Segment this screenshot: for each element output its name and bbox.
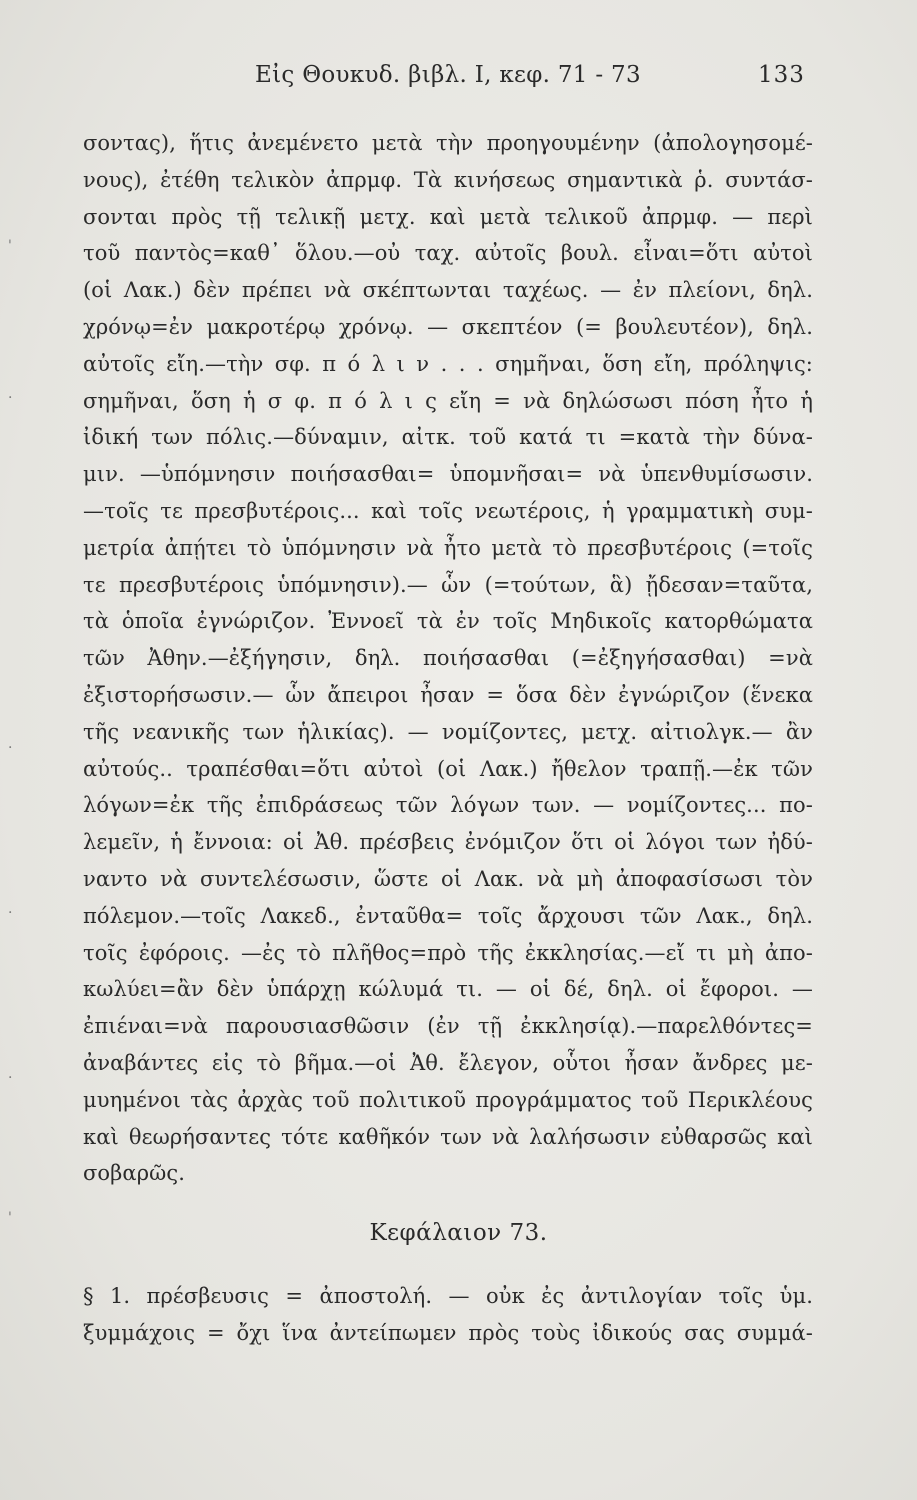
text-line: ἐξιστορήσωσιν.— ὧν ἄπειροι ἦσαν = ὅσα δὲν ἐγνώριζον (ἕνεκα bbox=[83, 682, 813, 707]
running-title: Εἰς Θουκυδ. βιβλ. I, κεφ. 71 - 73 bbox=[255, 62, 641, 88]
text-line: ἀναβάντες εἰς τὸ βῆμα.—οἱ Ἀθ. ἔλεγον, οὗτοι ἦσαν ἄνδρες με- bbox=[83, 1050, 813, 1075]
text-line: καὶ θεωρήσαντες τότε καθῆκόν των νὰ λαλήσωσιν εὐθαρσῶς καὶ bbox=[83, 1124, 813, 1149]
text-line: ἰδική των πόλις.—δύναμιν, αἰτκ. τοῦ κατά τι =κατὰ τὴν δύνα- bbox=[83, 425, 813, 450]
text-line: τοῖς ἐφόροις. —ἐς τὸ πλῆθος=πρὸ τῆς ἐκκλησίας.—εἴ τι μὴ ἀπο- bbox=[83, 940, 813, 965]
text-line: αὐτοῖς εἴη.—τὴν σφ. π ό λ ι ν . . . σημῆναι, ὅση εἴη, πρόληψις: bbox=[83, 351, 813, 376]
text-line: ἐπιέναι=νὰ παρουσιασθῶσιν (ἐν τῇ ἐκκλησίᾳ).—παρελθόντες= bbox=[83, 1014, 813, 1039]
margin-tick: ' bbox=[8, 1210, 12, 1226]
page-number: 133 bbox=[758, 62, 805, 88]
page-header bbox=[0, 62, 917, 94]
text-line: § 1. πρέσβευσις = ἀποστολή. — οὐκ ἐς ἀντιλογίαν τοῖς ὑμ. bbox=[83, 1284, 813, 1308]
text-line: σονται πρὸς τῇ τελικῇ μετχ. καὶ μετὰ τελικοῦ ἀπρμφ. — περὶ bbox=[83, 204, 813, 229]
text-line: μετρία ἀπῄτει τὸ ὑπόμνησιν νὰ ἦτο μετὰ τὸ πρεσβυτέροις (=τοῖς bbox=[83, 535, 813, 560]
text-line: αὐτούς.. τραπέσθαι=ὅτι αὐτοὶ (οἱ Λακ.) ἤθελον τραπῇ.—ἐκ τῶν bbox=[83, 756, 813, 781]
text-line: τῶν Ἀθην.—ἐξήγησιν, δηλ. ποιήσασθαι (=ἐξηγήσασθαι) =νὰ bbox=[83, 646, 813, 671]
text-line: σοβαρῶς. bbox=[83, 1161, 186, 1186]
margin-tick: · bbox=[8, 1070, 13, 1086]
text-line: τῆς νεανικῆς των ἡλικίας). — νομίζοντες, μετχ. αἰτιολγκ.— ἂν bbox=[83, 719, 813, 744]
text-line: λεμεῖν, ἡ ἔννοια: οἱ Ἀθ. πρέσβεις ἐνόμιζον ὅτι οἱ λόγοι των ἠδύ- bbox=[83, 830, 813, 855]
commentary-text bbox=[83, 125, 813, 1192]
text-line: σημῆναι, ὅση ἡ σ φ. π ό λ ι ς εἴη = νὰ δηλώσωσι πόση ἦτο ἡ bbox=[83, 388, 813, 413]
text-line: σοντας), ἥτις ἀνεμένετο μετὰ τὴν προηγουμένην (ἀπολογησομέ- bbox=[83, 131, 813, 155]
text-line: τὰ ὁποῖα ἐγνώριζον. Ἐννοεῖ τὰ ἐν τοῖς Μηδικοῖς κατορθώματα bbox=[83, 609, 813, 634]
text-line: μυημένοι τὰς ἀρχὰς τοῦ πολιτικοῦ προγράμματος τοῦ Περικλέους bbox=[83, 1087, 813, 1112]
margin-tick: · bbox=[8, 905, 13, 921]
text-line: πόλεμον.—τοῖς Λακεδ., ἐνταῦθα= τοῖς ἄρχουσι τῶν Λακ., δηλ. bbox=[83, 903, 813, 928]
text-line: λόγων=ἐκ τῆς ἐπιδράσεως τῶν λόγων των. — νομίζοντες... πο- bbox=[83, 793, 813, 818]
text-line: τοῦ παντὸς=καθ᾽ ὅλου.—οὐ ταχ. αὐτοῖς βουλ. εἶναι=ὅτι αὐτοὶ bbox=[83, 241, 813, 266]
margin-tick: · bbox=[8, 390, 13, 406]
text-line: νους), ἐτέθη τελικὸν ἀπρμφ. Τὰ κινήσεως σημαντικὰ ῥ. συντάσ- bbox=[83, 167, 813, 192]
text-line: ναντο νὰ συντελέσωσιν, ὥστε οἱ Λακ. νὰ μὴ ἀποφασίσωσι τὸν bbox=[83, 866, 813, 891]
text-line: τε πρεσβυτέροις ὑπόμνησιν).— ὧν (=τούτων, ἃ) ᾔδεσαν=ταῦτα, bbox=[83, 572, 813, 597]
section-paragraph bbox=[83, 1278, 813, 1352]
margin-tick: ' bbox=[8, 238, 12, 254]
text-line: ξυμμάχοις = ὄχι ἵνα ἀντείπωμεν πρὸς τοὺς ἰδικούς σας συμμά- bbox=[83, 1320, 813, 1345]
text-line: (οἱ Λακ.) δὲν πρέπει νὰ σκέπτωνται ταχέως. — ἐν πλείονι, δηλ. bbox=[83, 278, 813, 303]
text-line: κωλύει=ἂν δὲν ὑπάρχῃ κώλυμά τι. — οἱ δέ, δηλ. οἱ ἔφοροι. — bbox=[83, 977, 813, 1002]
text-line: —τοῖς τε πρεσβυτέροις... καὶ τοῖς νεωτέροις, ἡ γραμματικὴ συμ- bbox=[83, 498, 813, 523]
text-line: μιν. —ὑπόμνησιν ποιήσασθαι= ὑπομνῆσαι= νὰ ὑπενθυμίσωσιν. bbox=[83, 462, 813, 487]
margin-tick: · bbox=[8, 740, 13, 756]
chapter-heading: Κεφάλαιον 73. bbox=[369, 1220, 548, 1246]
text-line: χρόνῳ=ἐν μακροτέρῳ χρόνῳ. — σκεπτέον (= βουλευτέον), δηλ. bbox=[83, 314, 813, 339]
